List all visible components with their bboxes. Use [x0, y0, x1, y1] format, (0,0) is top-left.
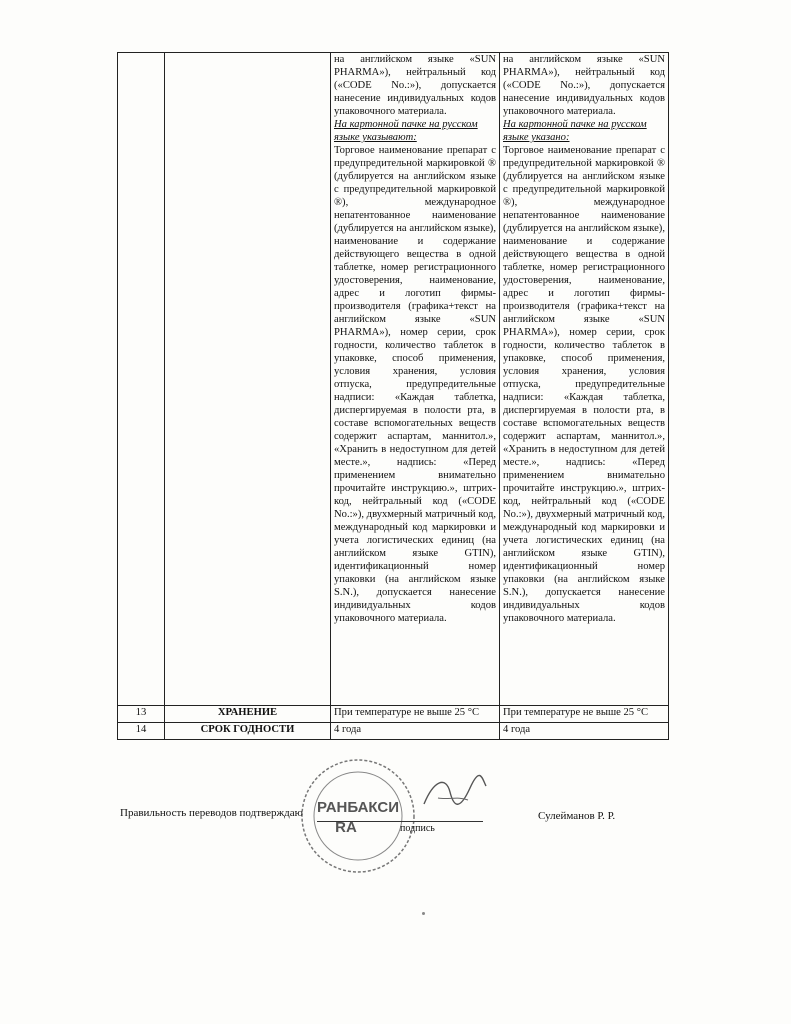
stamp-text-2: RA: [335, 819, 357, 836]
row-number-cell: [118, 53, 165, 706]
right-paragraph-2: Торговое наименование препарат с предупредительной маркировкой ® (дублируется на английском языке с предупредительной маркировкой ®), международное непатентованное наименование (дублируется на английском языке), наименование и содержание действующего вещества в одной таблетке, номер регистрационного удостоверения, наименование, адрес и логотип фирмы-производителя (графика+текст на английском языке «SUN PHARMA»), номер серии, срок годности, количество таблеток в упаковке, способ применения, условия хранения, условия отпуска, предупредительные надписи: «Каждая таблетка, диспергируемая в полости рта, в составе вспомогательных веществ содержит аспартам, маннитол.», «Хранить в недоступном для детей месте.», надпись: «Перед применением внимательно прочитайте инструкцию.», штрих-код, нейтральный код («CODE No.:»), двухмерный матричный код, международный код маркировки и учета логистических единиц (на английском языке GTIN), идентификационный номер упаковки (на английском языке S.N.), допускается нанесение индивидуальных кодов упаковочного материала.: [503, 145, 668, 624]
row-name-cell: [165, 53, 331, 706]
row-value-right: При температуре не выше 25 °С: [500, 706, 669, 723]
table-row-continuation: [118, 53, 669, 706]
scan-speck: [422, 912, 425, 915]
company-stamp: [298, 756, 418, 876]
table-row-storage: [118, 706, 669, 723]
right-carton-header: На картонной пачке на русском языке указано:: [503, 119, 647, 143]
table-row-shelf-life: [118, 723, 669, 740]
right-paragraph-1: на английском языке «SUN PHARMA»), нейтральный код («CODE No.:»), допускается нанесение индивидуальных кодов упаковочного материала.: [503, 54, 668, 117]
signer-name: Сулейманов Р. Р.: [538, 810, 616, 822]
translation-confirmation: Правильность переводов подтверждаю: [120, 807, 303, 819]
row-title: ХРАНЕНИЕ: [165, 706, 331, 723]
ru-carton-header: На картонной пачке на русском языке указывают:: [334, 119, 478, 143]
ru-text-cell: [331, 53, 500, 706]
ru-paragraph-2: Торговое наименование препарат с предупредительной маркировкой ® (дублируется на английском языке с предупредительной маркировкой ®), международное непатентованное наименование (дублируется на английском языке), наименование и содержание действующего вещества в одной таблетке, номер регистрационного удостоверения, наименование, адрес и логотип фирмы-производителя (графика+текст на английском языке «SUN PHARMA»), номер серии, срок годности, количество таблеток в упаковке, способ применения, условия хранения, условия отпуска, предупредительные надписи: «Каждая таблетка, диспергируемая в полости рта, в составе вспомогательных веществ содержит аспартам, маннитол.», «Хранить в недоступном для детей месте.», надпись: «Перед применением внимательно прочитайте инструкцию.», штрих-код, нейтральный код («CODE No.:»), двухмерный матричный код, международный код маркировки и учета логистических единиц (на английском языке GTIN), идентификационный номер упаковки (на английском языке S.N.), допускается нанесение индивидуальных кодов упаковочного материала.: [334, 145, 499, 624]
signature-icon: [420, 770, 490, 815]
row-value-left: 4 года: [331, 723, 500, 740]
row-value-left: При температуре не выше 25 °С: [331, 706, 500, 723]
stamp-text-1: РАНБАКСИ: [317, 799, 399, 816]
row-title: СРОК ГОДНОСТИ: [165, 723, 331, 740]
signature-line: [317, 821, 483, 822]
specification-table: [117, 52, 669, 740]
row-number: 14: [118, 723, 165, 740]
right-text-cell: [500, 53, 669, 706]
row-value-right: 4 года: [500, 723, 669, 740]
row-number: 13: [118, 706, 165, 723]
ru-paragraph-1: на английском языке «SUN PHARMA»), нейтральный код («CODE No.:»), допускается нанесение индивидуальных кодов упаковочного материала.: [334, 54, 499, 117]
signature-caption: подпись: [400, 823, 435, 834]
